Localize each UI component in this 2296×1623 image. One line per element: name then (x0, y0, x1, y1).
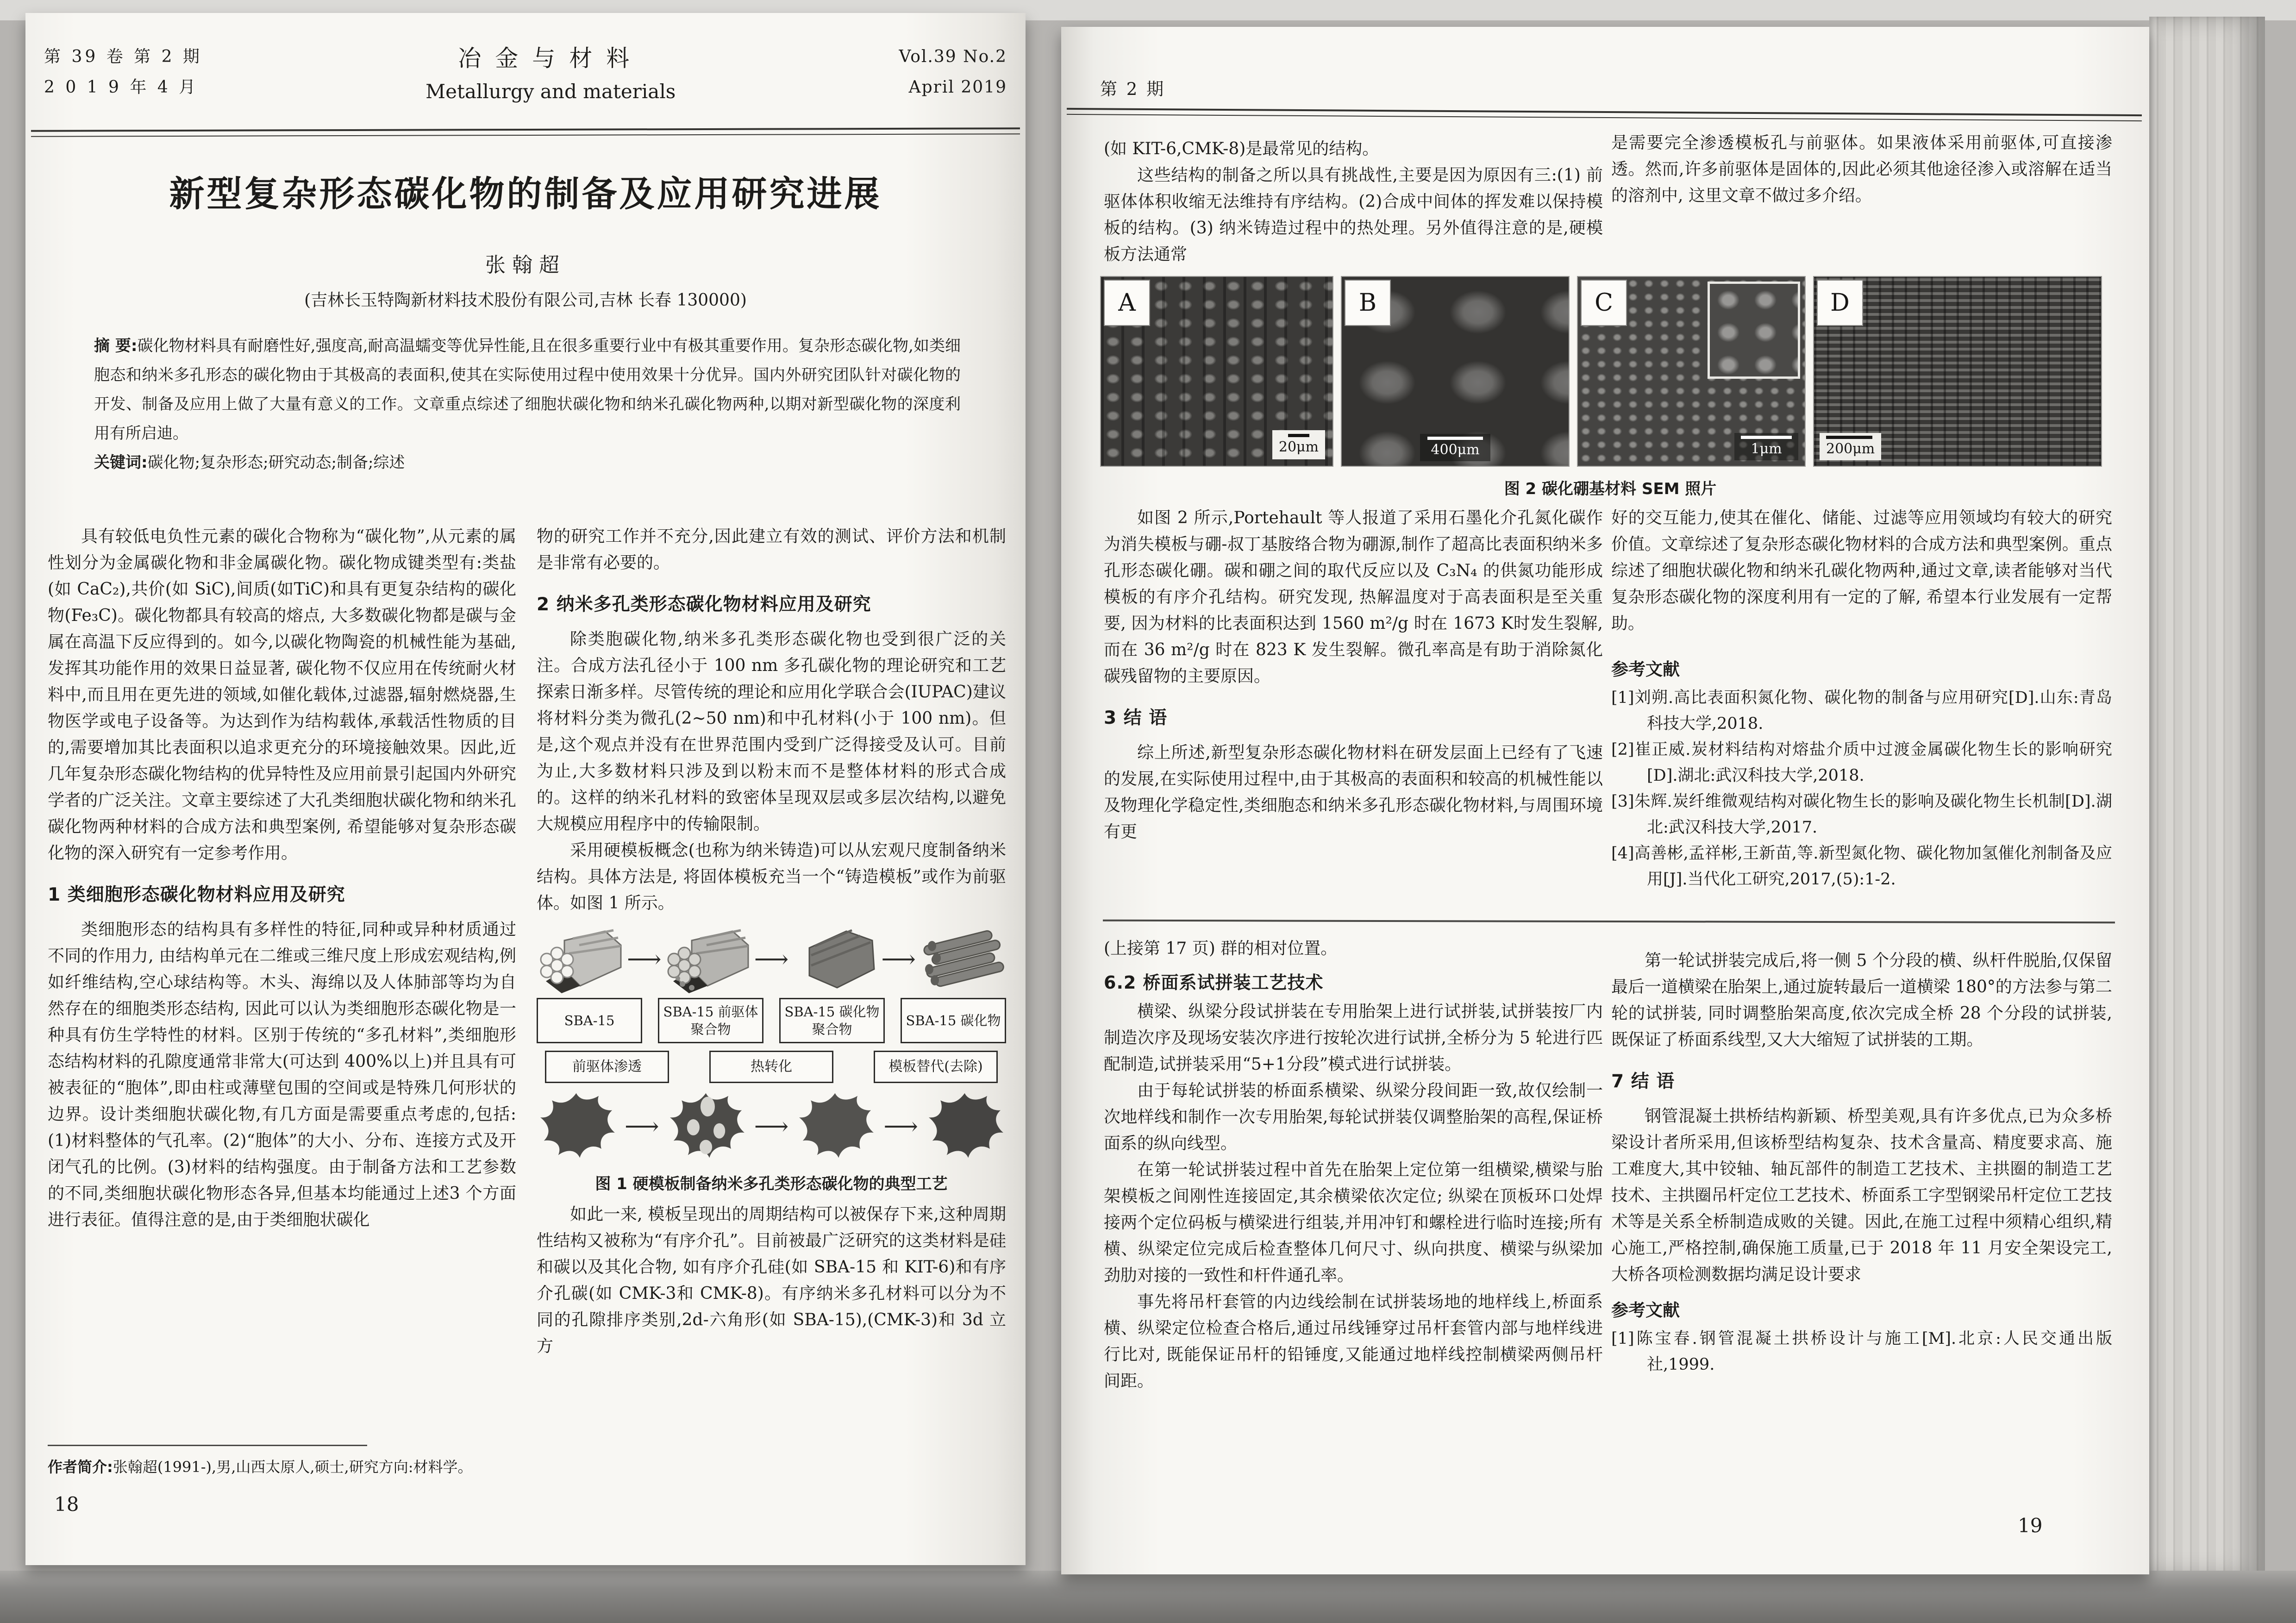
sem-panel-a (1101, 277, 1333, 466)
date-line: 2 0 1 9 年 4 月 (44, 78, 199, 97)
right-page-col2-mid (1611, 505, 2112, 892)
right-page-col1-mid (1104, 505, 1603, 845)
scale-bar-a (1272, 430, 1325, 459)
continued-from-note: (上接第 17 页) 群的相对位置。 (1104, 939, 1338, 958)
section-heading-6-2: 6.2 桥面系试拼装工艺技术 (1104, 972, 1324, 993)
article-divider-rule (1103, 920, 2115, 924)
article-affiliation: (吉林长玉特陶新材料技术股份有限公司,吉林 长春 130000) (304, 291, 747, 310)
stage-label: SBA-15 碳化物 (901, 998, 1006, 1043)
arrow-right-icon: ⟶ (754, 1113, 789, 1140)
page-number-right: 19 (2018, 1514, 2043, 1537)
header-vol-en (899, 42, 1007, 103)
journal-header (44, 42, 1007, 108)
paragraph-continuation: (如 KIT-6,CMK-8)是最常见的结构。 (1104, 139, 1379, 158)
figure-1-hard-template-process (537, 925, 1006, 1194)
figure-2-caption: 图 2 碳化硼基材料 SEM 照片 (1504, 480, 1717, 498)
sba-15-precursor-graphic (664, 925, 752, 994)
arrow-right-icon: ⟶ (625, 1113, 659, 1140)
header-double-rule (1067, 108, 2142, 121)
figure-1-gyroid-row (537, 1090, 1006, 1164)
reference-item: [4]高善彬,孟祥彬,王新苗,等.新型氮化物、碳化物加氢催化剂制备及应用[J].当代化工研究,2017,(5):1-2. (1611, 844, 2112, 889)
author-bio-footnote (48, 1456, 525, 1478)
sem-inset-magnified (1708, 282, 1800, 379)
scale-bar-line (1826, 436, 1872, 439)
gyroid-converted-graphic (795, 1090, 876, 1164)
section-heading-2: 2 纳米多孔类形态碳化物材料应用及研究 (537, 594, 871, 615)
left-page-column-1 (48, 523, 516, 1233)
header-volume-issue (44, 42, 202, 103)
reference-item: [1]陈宝春.钢管混凝土拱桥设计与施工[M].北京:人民交通出版社,1999. (1611, 1329, 2112, 1374)
abstract-label: 摘 要: (94, 337, 138, 355)
reference-item: [1]刘朔.高比表面积氮化物、碳化物的制备与应用研究[D].山东:青岛科技大学,2018. (1611, 689, 2112, 733)
figure-2-sem-photos (1101, 277, 2120, 499)
paragraph: 具有较低电负性元素的碳化合物称为“碳化物”,从元素的属性划分为金属碳化物和非金属碳化物。碳化物成键类型有:类盐(如 CaC₂),共价(如 SiC),间质(如TiC)和具有更复杂结构的碳化物(Fe₃C)。碳化物都具有较高的熔点, 大多数碳化物都是碳与金属在高温下反应得到的。如今,以碳化物陶瓷的机械性能为基础,发挥其功能作用的效果日益显著, 碳化物不仅应用在传统耐火材料中,而且用在更先进的领域,如催化载体,过滤器,辐射燃烧器,生物医学或电子设备等。为达到作为结构载体,承载活性物质的目的,需要增加其比表面积以追求更充分的环境接触效果。因此,近几年复杂形态碳化物结构的优异特性及应用前景引起国内外研究学者的广泛关注。文章主要综述了大孔类细胞状碳化物和纳米孔碳化物两种材料的合成方法和典型案例, 希望能够对复杂形态碳化物的深入研究有一定参考作用。 (48, 527, 516, 863)
footnote-label: 作者简介: (48, 1458, 113, 1476)
paragraph: 由于每轮试拼装的桥面系横梁、纵梁分段间距一致,故仅绘制一次地样线和制作一次专用胎架,每轮试拼装仅调整胎架的高程,保证桥面系的纵向线型。 (1104, 1081, 1603, 1153)
paragraph: 除类胞碳化物,纳米多孔类形态碳化物也受到很广泛的关注。合成方法孔径小于 100 nm 多孔碳化物的理论研究和工艺探索日渐多样。尽管传统的理论和应用化学联合会(IUPAC)建议将材料分类为微孔(2~50 nm)和中孔材料(小于 100 nm)。但是,这个观点并没有在世界范围内受到广泛得接受及认可。目前为止,大多数材料只涉及到以粉末而不是整体材料的形式合成的。这样的纳米孔材料的致密体呈现双层或多层次结构,以避免大规模应用程序中的传输限制。 (537, 630, 1006, 833)
footnote-text: 张翰超(1991-),男,山西太原人,硕士,研究方向:材料学。 (113, 1458, 473, 1476)
figure-1-stage-graphics-row (537, 925, 1006, 994)
section-heading-7: 7 结 语 (1611, 1071, 1675, 1092)
figure-2-panels (1101, 277, 2120, 466)
scale-bar-line (1427, 437, 1483, 440)
abstract-block (94, 332, 961, 477)
scale-bar-line (1741, 436, 1792, 439)
process-label: 模板替代(去除) (874, 1051, 998, 1083)
paragraph: 如此一来, 模板呈现出的周期结构可以被保存下来,这种周期性结构又被称为“有序介孔”。目前被最广泛研究的这类材料是硅和碳以及其化合物, 如有序介孔硅(如 SBA-15 和 KIT-6)和有序介孔碳(如 CMK-3和 CMK-8)。有序纳米多孔材料可以分为不同的孔隙排序类别,2d-六角形(如 SBA-15),(CMK-3)和 3d 立方 (537, 1205, 1006, 1356)
paragraph: 采用硬模板概念(也称为纳米铸造)可以从宏观尺度制备纳米结构。具体方法是, 将固体模板充当一个“铸造模板”或作为前驱体。如图 1 所示。 (537, 841, 1006, 913)
scale-bar-c (1734, 433, 1798, 460)
scale-bar-line (1288, 434, 1309, 437)
section-heading-3: 3 结 语 (1104, 708, 1168, 728)
paragraph: 横梁、纵梁分段试拼装在专用胎架上进行试拼装,试拼装按厂内制造次序及现场安装次序进行按轮次进行试拼,全桥分为 5 轮进行匹配制造,试拼装采用“5+1分段”模式进行试拼装。 (1104, 1002, 1603, 1074)
paragraph-continuation: 好的交互能力,使其在催化、储能、过滤等应用领域均有较大的研究价值。文章综述了复杂形态碳化物材料的合成方法和典型案例。重点综述了细胞状碳化物和纳米孔碳化物两种,通过文章,读者能够对当代复杂形态碳化物的深度利用有一定的了解, 希望本行业发展有一定帮助。 (1611, 508, 2112, 633)
page-left (25, 13, 1026, 1565)
paragraph: 如图 2 所示,Portehault 等人报道了采用石墨化介孔氮化碳作为消失模板与硼-叔丁基胺络合物为硼源,制作了超高比表面积纳米多孔形态碳化硼。碳和硼之间的取代反应以及 C₃N₄ 的供氮功能形成模板的有序介孔结构。研究发现, 热解温度对于高表面积是至关重要, 因为材料的比表面积达到 1560 m²/g 时在 1673 K时发生裂解,而在 36 m²/g 时在 823 K 发生裂解。微孔率高是有助于消除氮化碳残留物的主要原因。 (1104, 508, 1603, 686)
arrow-right-icon: ⟶ (627, 946, 662, 973)
right-page-col2-top (1611, 130, 2112, 209)
paragraph-continuation: 物的研究工作并不充分,因此建立有效的测试、评价方法和机制是非常有必要的。 (537, 527, 1006, 572)
references-heading: 参考文献 (1611, 1300, 1680, 1320)
process-label: 热转化 (709, 1051, 833, 1083)
paragraph: 这些结构的制备之所以具有挑战性,主要是因为原因有三:(1) 前驱体体积收缩无法维持有序结构。(2)合成中间体的挥发难以保持模板的结构。(3) 纳米铸造过程中的热处理。另外值得注意的是,硬模板方法通常 (1104, 166, 1603, 264)
stage-label: SBA-15 碳化物聚合物 (779, 998, 885, 1043)
abstract (94, 332, 961, 448)
article-title: 新型复杂形态碳化物的制备及应用研究进展 (169, 173, 882, 214)
vol-no-en: Vol.39 No.2 (899, 47, 1007, 66)
sem-panel-b (1342, 277, 1569, 466)
paragraph: 第一轮试拼装完成后,将一侧 5 个分段的横、纵杆件脱胎,仅保留最后一道横梁在胎架上,通过旋转最后一道横梁 180°的方法参与第二轮的试拼装, 同时调整胎架高度,依次完成全桥 28 个分段的试拼装,既保证了桥面系线型,又大大缩短了试拼装的工期。 (1611, 951, 2112, 1049)
gyroid-template-graphic (537, 1090, 618, 1164)
footnote-rule (48, 1445, 367, 1446)
scale-text: 200μm (1826, 441, 1875, 457)
right-page-col1-top (1104, 136, 1603, 268)
panel-letter-a: A (1105, 281, 1149, 325)
keywords (94, 448, 961, 477)
paragraph: 在第一轮试拼装过程中首先在胎架上定位第一组横梁,横梁与胎架模板之间刚性连接固定,其余横梁依次定位; 纵梁在顶板环口处焊接两个定位码板与横梁进行组装,并用冲钉和螺栓进行临时连接;所有横、纵梁定位完成后检查整体几何尺寸、纵向拱度、横梁与纵梁加劲肋对接的一致性和杆件通孔率。 (1104, 1160, 1603, 1285)
page-right (1061, 27, 2149, 1574)
stage-label: SBA-15 前驱体聚合物 (658, 998, 763, 1043)
panel-letter-c: C (1582, 281, 1626, 325)
abstract-text: 碳化物材料具有耐磨性好,强度高,耐高温蠕变等优异性能,且在很多重要行业中有极其重要作用。复杂形态碳化物,如类细胞态和纳米多孔形态的碳化物由于其极高的表面积,使其在实际使用过程中使用效果十分优异。国内外研究团队针对碳化物的开发、制备及应用上做了大量有意义的工作。文章重点综述了细胞状碳化物和纳米孔碳化物两种,以期对新型碳化物的深度利用有所启迪。 (94, 337, 961, 443)
stage-label: SBA-15 (537, 998, 642, 1043)
sem-panel-d (1814, 277, 2101, 466)
scale-text: 1μm (1751, 441, 1782, 457)
section-heading-1: 1 类细胞形态碳化物材料应用及研究 (48, 884, 345, 905)
scale-text: 20μm (1278, 439, 1319, 455)
volume-line: 第 39 卷 第 2 期 (44, 47, 202, 66)
sba-15-carbide-rods-graphic (918, 925, 1006, 994)
right-page-col2-bottom (1611, 947, 2112, 1378)
figure-1-caption: 图 1 硬模板制备纳米多孔类形态碳化物的典型工艺 (595, 1175, 948, 1193)
panel-letter-d: D (1818, 281, 1862, 325)
reference-item: [2]崔正威.炭材料结构对熔盐介质中过渡金属碳化物生长的影响研究[D].湖北:武汉科技大学,2018. (1611, 740, 2112, 785)
scale-bar-b (1420, 434, 1490, 461)
paragraph: 钢管混凝土拱桥结构新颖、桥型美观,具有许多优点,已为众多桥梁设计者所采用,但该桥型结构复杂、技术含量高、精度要求高、施工难度大,其中铰轴、轴瓦部件的制造工艺技术、主拱圈的制造工艺技术、主拱圈吊杆定位工艺技术、桥面系工字型钢梁吊杆定位工艺技术等是关系全桥制造成败的关键。因此,在施工过程中须精心组织,精心施工,严格控制,确保施工质量,已于 2018 年 11 月安全架设完工,大桥各项检测数据均满足设计要求 (1611, 1107, 2112, 1284)
running-header-issue: 第 2 期 (1100, 79, 1166, 99)
sem-panel-c (1578, 277, 1805, 466)
arrow-right-icon: ⟶ (883, 1113, 918, 1140)
figure-1-process-labels (545, 1051, 998, 1083)
header-journal-name (425, 42, 676, 108)
figure-1-stage-labels (537, 998, 1006, 1043)
panel-letter-b: B (1345, 281, 1390, 325)
reference-item: [3]朱辉.炭纤维微观结构对碳化物生长的影响及碳化物生长机制[D].湖北:武汉科技大学,2017. (1611, 792, 2112, 837)
keywords-label: 关键词: (94, 453, 148, 472)
arrow-right-icon: ⟶ (881, 946, 916, 973)
book-bottom-edge (0, 1571, 2296, 1623)
date-en: April 2019 (908, 78, 1007, 97)
page-number-left: 18 (54, 1493, 79, 1516)
paragraph: 综上所述,新型复杂形态碳化物材料在研发层面上已经有了飞速的发展,在实际使用过程中,由于其极高的表面积和较高的机械性能以及物理化学稳定性,类细胞态和纳米多孔形态碳化物材料,与周围环境有更 (1104, 743, 1603, 841)
paragraph: 类细胞形态的结构具有多样性的特征,同种或异种材质通过不同的作用力, 由结构单元在二维或三维尺度上形成宏观结构,例如纤维结构,空心球结构等。木头、海绵以及人体肺部等均为自然存在的细胞类形态结构, 因此可以认为类细胞形态碳化物是一种具有仿生学特性的材料。区别于传统的“多孔材料”,类细胞形态结构材料的孔隙度通常非常大(可达到 400%以上)并且具有可被表征的“胞体”,即由柱或薄壁包围的空间或是特殊几何形状的边界。设计类细胞状碳化物,有几方面是需要重点考虑的,包括:(1)材料整体的气孔率。(2)“胞体”的大小、分布、连接方式及开闭气孔的比例。(3)材料的结构强度。由于制备方法和工艺参数的不同,类细胞状碳化物形态各异,但基本均能通过上述3 个方面进行表征。值得注意的是,由于类细胞状碳化 (48, 920, 516, 1229)
scale-text: 400μm (1431, 442, 1480, 458)
sba-15-template-graphic (537, 925, 625, 994)
gyroid-infiltrated-graphic (666, 1090, 747, 1164)
references-heading: 参考文献 (1611, 659, 1680, 679)
process-label: 前驱体渗透 (545, 1051, 669, 1083)
gyroid-carbide-graphic (925, 1090, 1006, 1164)
paragraph-continuation: 是需要完全渗透模板孔与前驱体。如果液体采用前驱体,可直接渗透。然而,许多前驱体是固体的,因此必须其他途径渗入或溶解在适当的溶剂中, 这里文章不做过多介绍。 (1611, 133, 2112, 205)
left-page-column-2 (537, 523, 1006, 1360)
journal-name-cn: 冶金与材料 (458, 45, 644, 72)
article-author: 张翰超 (485, 253, 566, 277)
journal-name-en: Metallurgy and materials (425, 80, 676, 103)
scale-bar-d (1820, 433, 1881, 460)
paragraph: 事先将吊杆套管的内边线绘制在试拼装场地的地样线上,桥面系横、纵梁定位检查合格后,通过吊线锤穿过吊杆套管内部与地样线进行比对, 既能保证吊杆的铅锤度,又能通过地样线控制横梁两侧吊杆间距。 (1104, 1292, 1603, 1391)
right-page-col1-bottom (1104, 935, 1603, 1394)
book-page-stack-edge (2149, 17, 2265, 1576)
arrow-right-icon: ⟶ (754, 946, 789, 973)
sba-15-carbide-polymer-graphic (791, 925, 879, 994)
header-double-rule (31, 127, 1020, 137)
keywords-text: 碳化物;复杂形态;研究动态;制备;综述 (147, 453, 405, 472)
